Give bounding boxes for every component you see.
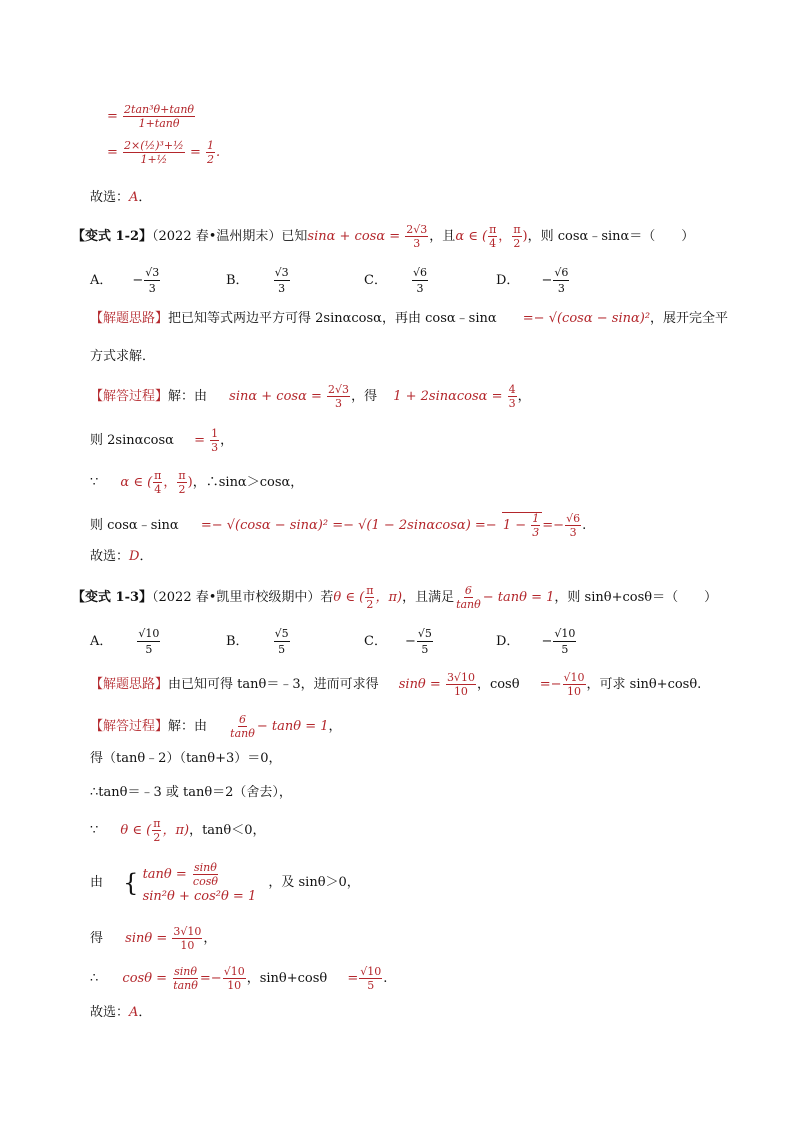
answer-label: 故选：: [90, 1005, 130, 1020]
fraction: [417, 627, 433, 656]
process-text: 由: [90, 875, 104, 890]
conjunction: ，且: [429, 229, 456, 244]
answer-end: ．: [138, 190, 152, 205]
numerator: π: [154, 469, 162, 482]
fraction: [172, 926, 202, 951]
numerator: √10: [563, 671, 585, 684]
fraction: [274, 266, 290, 295]
process-1-3-line2: 得（tanθ﹣2）（tanθ+3）＝0，: [90, 751, 282, 766]
process-text: ，得: [351, 389, 378, 404]
equation: sinθ =: [125, 931, 168, 946]
equation: sinθ =: [398, 677, 441, 692]
numerator: π: [489, 223, 497, 236]
option-sign: −: [404, 634, 416, 649]
option-sign: −: [541, 634, 553, 649]
range-expr: θ ∈ (: [120, 823, 152, 838]
condition-expr: − tanθ = 1: [482, 590, 555, 605]
equals: =−: [542, 518, 565, 533]
denominator: 5: [145, 643, 153, 656]
idea-text-end: ，展开完全平: [650, 311, 729, 326]
fraction: [563, 672, 586, 697]
process-text: 得: [90, 931, 104, 946]
equals: =: [189, 145, 201, 160]
fraction: [144, 266, 160, 295]
idea-text: 把已知等式两边平方可得 2sinαcosα，再由 cosα﹣sinα: [168, 311, 497, 326]
period: .: [582, 518, 587, 533]
system-eq-1: [143, 862, 257, 887]
denominator: 4: [154, 483, 162, 496]
equation: − tanθ = 1: [256, 719, 329, 734]
numerator: √10: [223, 965, 245, 978]
numerator: 1: [211, 427, 219, 440]
process-1-3-line3: ∴tanθ＝﹣3 或 tanθ＝2（舍去），: [90, 785, 292, 800]
denominator: 5: [421, 643, 429, 656]
option-a[interactable]: [90, 627, 161, 656]
idea-1-2: [90, 312, 728, 325]
process-text: 解：由: [168, 389, 208, 404]
denominator: 1+½: [140, 153, 168, 166]
fraction: [508, 384, 517, 409]
denominator: 2: [178, 483, 186, 496]
fraction: [137, 627, 160, 656]
prev-step-1: [107, 104, 196, 129]
equation: sinα + cosα =: [229, 389, 322, 404]
equals: =−: [199, 971, 222, 986]
fraction: [172, 966, 199, 991]
idea-1-3: [90, 672, 701, 697]
period: .: [383, 971, 388, 986]
process-1-2-line2: [90, 428, 233, 453]
process-1-2-line3: [90, 470, 303, 495]
numerator: π: [153, 817, 161, 830]
numerator: 2×(½)³+½: [124, 139, 184, 152]
option-label: A．: [90, 273, 113, 288]
fraction: [365, 585, 374, 610]
process-text: ，tanθ＜0，: [189, 823, 266, 838]
equation: =− √(cosα − sinα)² =− √(1 − 2sinαcosα) =−: [200, 518, 497, 533]
idea-text: ，cosθ: [476, 677, 520, 692]
punct: ，: [203, 931, 217, 946]
numerator: 6: [464, 584, 472, 597]
fraction: [359, 966, 382, 991]
fraction: [223, 966, 246, 991]
fraction: [177, 470, 186, 495]
fraction: [405, 224, 428, 249]
fraction: [192, 862, 219, 887]
conjunction: ，且满足: [402, 590, 455, 605]
denominator: 3: [557, 282, 565, 295]
numerator: √5: [274, 627, 289, 640]
idea-1-2-line2: 方式求解．: [90, 349, 156, 364]
numerator: √6: [566, 512, 581, 525]
punct: ，: [328, 719, 342, 734]
denominator: tanθ: [456, 598, 481, 611]
section-tag: 【解题思路】: [90, 677, 169, 692]
denominator: 3: [211, 441, 219, 454]
process-1-3-line5: [90, 862, 360, 903]
fraction: [488, 224, 497, 249]
numerator: π: [513, 223, 521, 236]
denominator: 5: [278, 643, 286, 656]
therefore-symbol: ∴: [90, 971, 99, 986]
fraction: [553, 627, 576, 656]
answer-label: 故选：: [90, 549, 130, 564]
option-b[interactable]: [226, 266, 291, 295]
option-label: B．: [226, 634, 249, 649]
section-tag: 【解答过程】: [90, 389, 169, 404]
range-expr: α ∈ (: [455, 229, 488, 244]
numerator: 3√10: [446, 671, 475, 684]
equation: cosθ =: [122, 971, 168, 986]
range-close: ): [187, 475, 193, 490]
fraction: [123, 140, 185, 165]
denominator: 2: [513, 237, 521, 250]
denominator: 3: [335, 397, 343, 410]
fraction: [512, 224, 521, 249]
option-c[interactable]: [364, 266, 429, 295]
option-a[interactable]: [90, 266, 161, 295]
fraction: [531, 513, 540, 538]
range-rest: ，π): [375, 590, 403, 605]
numerator: 2√3: [328, 383, 350, 396]
answer-end: ．: [139, 549, 153, 564]
problem-tag: 【变式 1-3】: [72, 590, 153, 605]
process-1-3-line1: [90, 714, 342, 739]
denominator: 10: [180, 939, 195, 952]
problem-source: （2022 春•凯里市校级期中）若: [152, 590, 334, 605]
option-label: A．: [90, 634, 113, 649]
fraction: [206, 140, 215, 165]
process-text: 则 cosα﹣sinα: [90, 518, 179, 533]
denominator: 4: [489, 237, 497, 250]
option-sign: −: [541, 273, 553, 288]
equals: =: [347, 971, 359, 986]
numerator: √5: [417, 627, 432, 640]
separator: ，: [163, 475, 177, 490]
because-symbol: ∵: [90, 475, 99, 490]
problem-1-3-stem: [72, 585, 717, 610]
numerator: 3√10: [173, 925, 202, 938]
fraction: [455, 585, 482, 610]
numerator: 6: [239, 713, 247, 726]
fraction: [229, 714, 256, 739]
denominator: 3: [413, 237, 421, 250]
problem-1-2-stem: [72, 224, 694, 249]
denominator: 2: [206, 153, 214, 166]
process-1-2-line4: [90, 512, 586, 538]
fraction: [153, 470, 162, 495]
denominator: 10: [453, 685, 468, 698]
numerator: π: [366, 584, 374, 597]
numerator: √10: [554, 627, 576, 640]
fraction: [274, 627, 290, 656]
punct: ，: [517, 389, 531, 404]
brace-icon: {: [123, 868, 139, 897]
denominator: 3: [569, 526, 577, 539]
denominator: tanθ: [230, 727, 255, 740]
radical: [502, 512, 542, 538]
equals: =: [107, 109, 118, 124]
answer-end: ．: [138, 1005, 152, 1020]
equation: tanθ =: [142, 867, 187, 882]
answer-value: A: [129, 190, 139, 205]
answer-value: A: [129, 1005, 139, 1020]
process-text: 解：由: [168, 719, 208, 734]
fraction: [152, 818, 161, 843]
question-text: ，则 sinθ+cosθ＝（ ）: [554, 590, 718, 605]
problem-source: （2022 春•温州期末）已知: [152, 229, 308, 244]
punct: ，: [220, 433, 234, 448]
answer-1-3: [90, 1006, 151, 1019]
numerator: √10: [138, 627, 160, 640]
denominator: 1+tanθ: [138, 117, 180, 130]
option-b[interactable]: [226, 627, 291, 656]
fraction: [327, 384, 350, 409]
process-text: ，及 sinθ＞0，: [268, 875, 360, 890]
equals: =: [194, 433, 205, 448]
numerator: 4: [508, 383, 516, 396]
denominator: 3: [532, 526, 540, 539]
system-eq-2: sin²θ + cos²θ = 1: [142, 889, 257, 904]
denominator: 2: [366, 598, 374, 611]
range-expr: θ ∈ (: [333, 590, 365, 605]
range-expr: α ∈ (: [120, 475, 153, 490]
process-text: ，∴sinα＞cosα，: [192, 475, 304, 490]
numerator: 2√3: [406, 223, 428, 236]
denominator: 5: [367, 979, 375, 992]
option-d[interactable]: [496, 266, 570, 295]
numerator: √3: [274, 266, 289, 279]
option-c[interactable]: [364, 627, 434, 656]
numerator: sinθ: [194, 861, 217, 874]
option-d[interactable]: [496, 627, 577, 656]
numerator: 2tan³θ+tanθ: [124, 103, 195, 116]
process-1-3-line6: [90, 926, 216, 951]
separator: ，: [498, 229, 512, 244]
numerator: 1: [532, 512, 540, 525]
idea-expr: =− √(cosα − sinα)²: [522, 311, 651, 326]
range-close: ): [522, 229, 528, 244]
answer-1-2: [90, 550, 152, 563]
section-tag: 【解答过程】: [90, 719, 169, 734]
numerator: 1: [206, 139, 214, 152]
range-rest: ，π): [162, 823, 190, 838]
section-tag: 【解题思路】: [90, 311, 169, 326]
fraction: [553, 266, 569, 295]
numerator: sinθ: [174, 965, 197, 978]
denominator: 10: [227, 979, 242, 992]
condition-expr: sinα + cosα =: [307, 229, 401, 244]
numerator: π: [178, 469, 186, 482]
problem-tag: 【变式 1-2】: [72, 229, 153, 244]
equals: =−: [539, 677, 562, 692]
answer-value: D: [129, 549, 140, 564]
process-text: ，sinθ+cosθ: [246, 971, 328, 986]
denominator: tanθ: [173, 979, 198, 992]
fraction: [412, 266, 428, 295]
answer-label: 故选：: [90, 190, 130, 205]
process-1-2-line1: [90, 384, 531, 409]
equals: =: [107, 145, 118, 160]
denominator: 3: [416, 282, 424, 295]
option-label: C．: [364, 273, 387, 288]
fraction: [565, 513, 581, 538]
process-1-3-line7: [90, 966, 387, 991]
denominator: 3: [278, 282, 286, 295]
numerator: √10: [360, 965, 382, 978]
denominator: 2: [153, 831, 161, 844]
fraction: [123, 104, 195, 129]
denominator: 5: [561, 643, 569, 656]
equation-system: [143, 862, 257, 903]
option-label: D．: [496, 634, 520, 649]
fraction: [446, 672, 476, 697]
numerator: √3: [145, 266, 160, 279]
process-text: 则 2sinαcosα: [90, 433, 174, 448]
period: .: [215, 145, 221, 160]
fraction: [210, 428, 219, 453]
denominator: cosθ: [192, 875, 218, 888]
option-label: C．: [364, 634, 387, 649]
numerator: √6: [412, 266, 427, 279]
numerator: √6: [554, 266, 569, 279]
prev-step-2: [107, 140, 220, 165]
denominator: 10: [567, 685, 581, 698]
idea-text: 由已知可得 tanθ＝﹣3，进而可求得: [168, 677, 379, 692]
denominator: 3: [148, 282, 156, 295]
equation: 1 + 2sinαcosα =: [393, 389, 503, 404]
because-symbol: ∵: [90, 823, 99, 838]
question-text: ，则 cosα﹣sinα＝（ ）: [527, 229, 695, 244]
option-sign: −: [132, 273, 144, 288]
option-label: D．: [496, 273, 520, 288]
idea-text-end: ，可求 sinθ+cosθ.: [586, 677, 702, 692]
option-label: B．: [226, 273, 249, 288]
process-1-3-line4: [90, 818, 266, 843]
prev-answer: [90, 191, 151, 204]
radicand-text: 1 −: [502, 518, 527, 533]
denominator: 3: [508, 397, 516, 410]
